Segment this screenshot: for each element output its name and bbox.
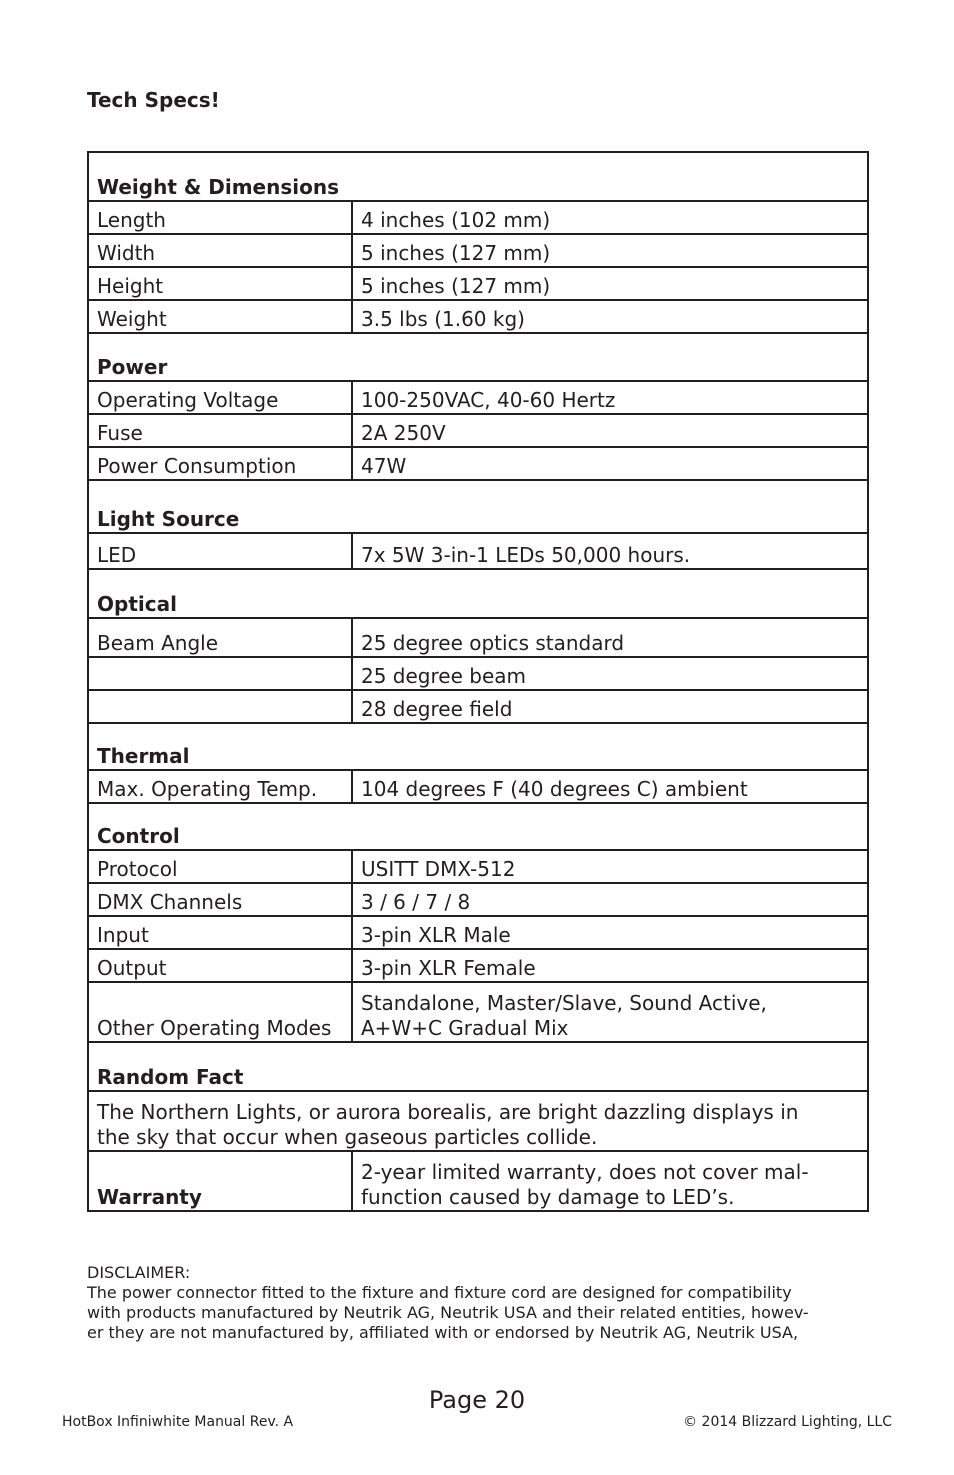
section-heading-weight-dimensions: Weight & Dimensions (88, 152, 868, 201)
disclaimer-line: The power connector fitted to the fixture and fixture cord are designed for compatibility (87, 1283, 792, 1302)
spec-value: 5 inches (127 mm) (352, 267, 868, 300)
spec-value: 100-250VAC, 40-60 Hertz (352, 381, 868, 414)
spec-value: USITT DMX-512 (352, 850, 868, 883)
table-row (88, 533, 868, 569)
section-heading-thermal: Thermal (88, 723, 868, 770)
section-heading-random-fact: Random Fact (88, 1042, 868, 1091)
spec-value: 3.5 lbs (1.60 kg) (352, 300, 868, 333)
table-row (88, 201, 868, 234)
disclaimer-heading: DISCLAIMER: (87, 1263, 191, 1282)
table-row (88, 267, 868, 300)
spec-label (88, 657, 352, 690)
spec-value: 3 / 6 / 7 / 8 (352, 883, 868, 916)
section-heading-optical: Optical (88, 569, 868, 618)
spec-label: Protocol (88, 850, 352, 883)
warranty-value-line: 2-year limited warranty, does not cover mal- (361, 1160, 809, 1184)
spec-value: 5 inches (127 mm) (352, 234, 868, 267)
tech-specs-table (87, 151, 869, 1212)
table-row (88, 300, 868, 333)
spec-label: LED (88, 533, 352, 569)
table-row (88, 618, 868, 657)
spec-value: 25 degree optics standard (352, 618, 868, 657)
table-row (88, 850, 868, 883)
spec-label: Width (88, 234, 352, 267)
spec-label: DMX Channels (88, 883, 352, 916)
spec-label: Power Consumption (88, 447, 352, 480)
disclaimer-line: er they are not manufactured by, affiliated with or endorsed by Neutrik AG, Neutrik USA, (87, 1323, 799, 1342)
spec-value: 7x 5W 3-in-1 LEDs 50,000 hours. (352, 533, 868, 569)
random-fact-line: the sky that occur when gaseous particles collide. (97, 1125, 598, 1149)
spec-value: 2A 250V (352, 414, 868, 447)
spec-label: Operating Voltage (88, 381, 352, 414)
spec-value-line: A+W+C Gradual Mix (361, 1016, 569, 1040)
spec-label: Weight (88, 300, 352, 333)
spec-value: 47W (352, 447, 868, 480)
section-heading-control: Control (88, 803, 868, 850)
table-row (88, 414, 868, 447)
table-row (88, 1091, 868, 1151)
table-row (88, 883, 868, 916)
spec-label (88, 690, 352, 723)
spec-label: Fuse (88, 414, 352, 447)
spec-value: 4 inches (102 mm) (352, 201, 868, 234)
footer-manual-title: HotBox Infiniwhite Manual Rev. A (62, 1414, 294, 1430)
spec-label: Length (88, 201, 352, 234)
spec-label: Other Operating Modes (88, 982, 352, 1042)
warranty-label: Warranty (88, 1151, 352, 1211)
warranty-value-line: function caused by damage to LED’s. (361, 1185, 735, 1209)
spec-value: 25 degree beam (352, 657, 868, 690)
table-row (88, 657, 868, 690)
disclaimer-line: with products manufactured by Neutrik AG, Neutrik USA and their related entities, howev- (87, 1303, 809, 1322)
table-row (88, 982, 868, 1042)
spec-value: 104 degrees F (40 degrees C) ambient (352, 770, 868, 803)
spec-value: 3-pin XLR Male (352, 916, 868, 949)
spec-value: 28 degree field (352, 690, 868, 723)
table-row (88, 1151, 868, 1211)
table-row (88, 949, 868, 982)
spec-value (352, 982, 868, 1042)
random-fact-line: The Northern Lights, or aurora borealis, are bright dazzling displays in (97, 1100, 799, 1124)
footer-copyright: © 2014 Blizzard Lighting, LLC (683, 1414, 892, 1430)
random-fact-text (88, 1091, 868, 1151)
spec-label: Max. Operating Temp. (88, 770, 352, 803)
spec-value: 3-pin XLR Female (352, 949, 868, 982)
spec-label: Beam Angle (88, 618, 352, 657)
section-heading-power: Power (88, 333, 868, 381)
spec-value-line: Standalone, Master/Slave, Sound Active, (361, 991, 767, 1015)
page-number: Page 20 (428, 1386, 526, 1414)
warranty-value (352, 1151, 868, 1211)
section-heading-light-source: Light Source (88, 480, 868, 533)
table-row (88, 234, 868, 267)
table-row (88, 447, 868, 480)
disclaimer (87, 1263, 877, 1343)
spec-label: Height (88, 267, 352, 300)
spec-label: Output (88, 949, 352, 982)
table-row (88, 916, 868, 949)
table-row (88, 381, 868, 414)
table-row (88, 770, 868, 803)
page-title: Tech Specs! (87, 88, 220, 112)
spec-label: Input (88, 916, 352, 949)
table-row (88, 690, 868, 723)
